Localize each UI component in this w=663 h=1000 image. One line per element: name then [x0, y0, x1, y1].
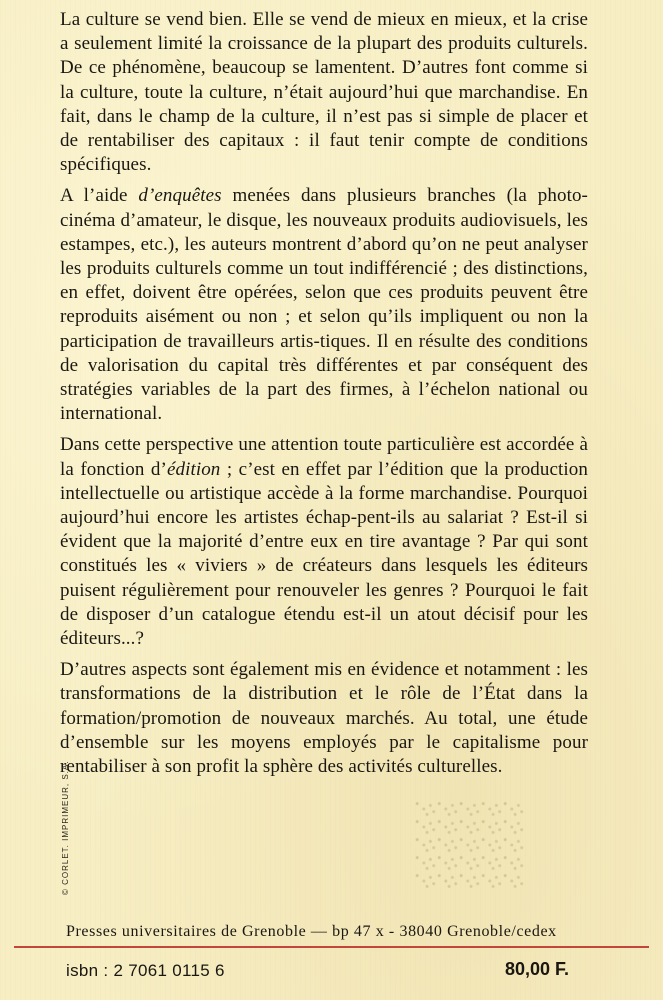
publisher-line: Presses universitaires de Grenoble — bp 47 x - 38040 Grenoble/cedex [66, 923, 557, 940]
paragraph-3-rest: ; c’est en effet par l’édition que la production intellectuelle ou artistique accède à la forme marchandise. Pourquoi aujourd’hui encore les artistes échap-pent-ils au salariat ? Est-il si évident que la majorité d’entre eux en tire avantage ? Par qui sont constitués les « viviers » de créateurs dans lesquels les éditeurs puisent régulièrement pour renouveler les genres ? Pourquoi le fait de disposer d’un catalogue étendu est-il un atout décisif pour les éditeurs...? [60, 458, 588, 650]
paragraph-2 [60, 184, 588, 426]
paragraph-3-emphasis: édition [166, 458, 221, 480]
paragraph-3-start: Dans cette perspective une attention toute particulière est accordée à la fonction d’ [60, 434, 588, 480]
price: 80,00 F. [505, 959, 570, 979]
paragraph-1: La culture se vend bien. Elle se vend de mieux en mieux, et la crise a seulement limité la croissance de la plupart des produits culturels. De ce phénomène, beaucoup se lamentent. D’autres font comme si la culture, toute la culture, n’était aujourd’hui que marchandise. En fait, dans le champ de la culture, il n’est pas si simple de placer et de rentabiliser des capitaux : il faut tenir compte de conditions spécifiques. [60, 9, 588, 176]
red-divider-rule [14, 946, 649, 948]
isbn: isbn : 2 7061 0115 6 [66, 961, 225, 980]
paragraph-4: D’autres aspects sont également mis en évidence et notamment : les transformations de la distribution et le rôle de l’État dans la formation/promotion de nouveaux marchés. Au total, une étude d’ensemble sur les moyens employés par le capitalisme pour rentabiliser à son profit la sphère des activités culturelles. [60, 659, 588, 778]
paragraph-2-rest: menées dans plusieurs branches (la photo-cinéma d’amateur, le disque, les nouveaux produits audiovisuels, les estampes, etc.), les auteurs montrent d’abord qu’on ne peut analyser les produits culturels comme un tout indifférencié ; des distinctions, en effet, doivent être opérées, selon que ces produits peuvent être reproduits aisément ou non ; et selon qu’ils impliquent ou non la participation de travailleurs artis-tiques. Il en résulte des conditions de valorisation du capital très différentes et par conséquent des stratégies variables de la part des firmes, à l’échelon national ou international. [60, 185, 588, 425]
paragraph-3 [60, 433, 588, 651]
paper-speckle [415, 800, 525, 890]
paragraph-2-emphasis: d’enquêtes [138, 185, 222, 207]
paragraph-2-start: A l’aide [60, 185, 139, 207]
back-cover-blurb [60, 8, 588, 786]
printer-credit: © CORLET. IMPRIMEUR, S.A. [61, 760, 70, 895]
